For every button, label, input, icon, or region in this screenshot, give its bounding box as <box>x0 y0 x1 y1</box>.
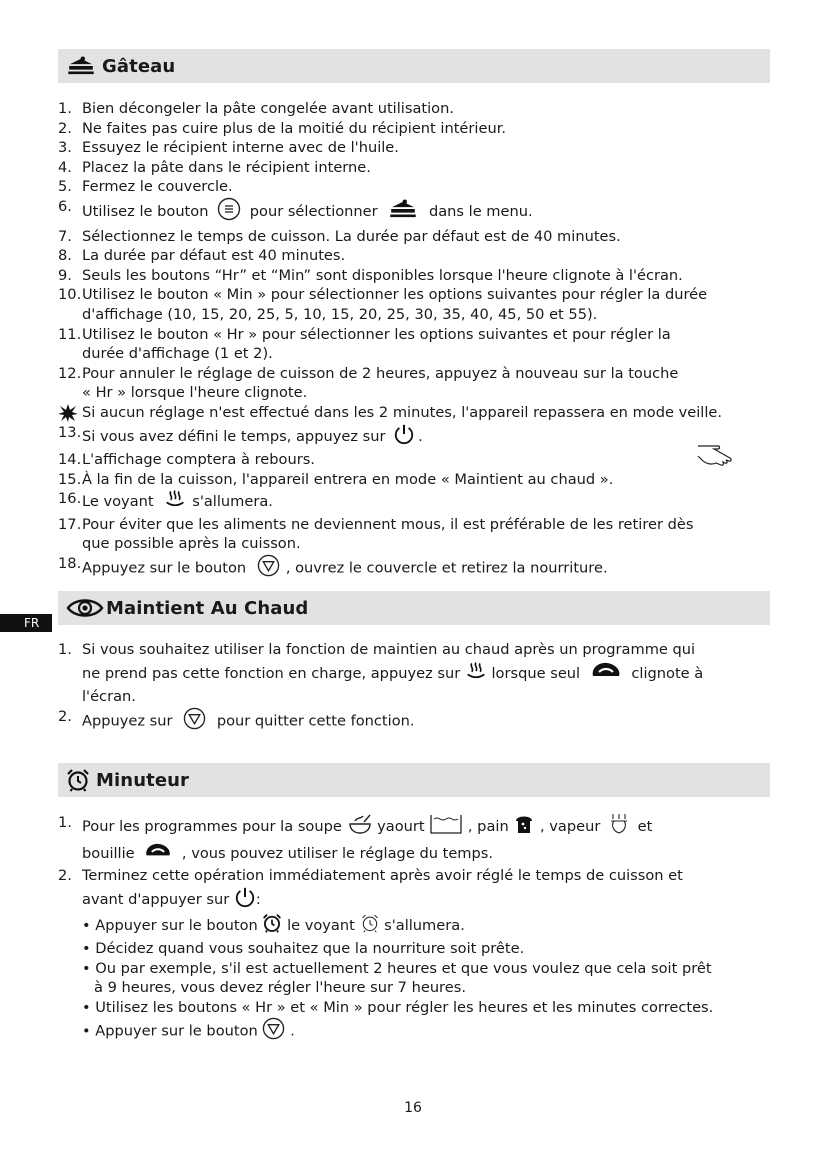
list-item: 15. À la fin de la cuisson, l'appareil entrera en mode « Maintient au chaud ». <box>58 470 614 488</box>
list-item: 1. Bien décongeler la pâte congelée avant utilisation. <box>58 100 454 117</box>
section-title: Maintient Au Chaud <box>106 597 309 619</box>
cancel-icon <box>257 554 280 583</box>
keep-warm-icon <box>164 489 186 515</box>
porridge-icon <box>143 841 173 867</box>
list-item: 2. Terminez cette opération immédiatement après avoir réglé le temps de cuisson et avant d'appuyer sur : • Appuyer sur le bouton le voyant s'allumera. • Décidez quand vous souhaitez que la nourriture soit prête. • Ou par exemple, s'il est actuellement 2 heures et que vous voulez que cela soit prêt à 9 heures, vous devez régler l'heure sur 7 heures. • Utilisez les boutons « Hr » et « Min » pour régler les heures et les minutes correctes. • Appuyer sur le bouton . <box>58 866 778 1046</box>
power-icon <box>234 886 256 914</box>
list-item: 2. Appuyez sur pour quitter cette fonction. <box>58 707 778 736</box>
steam-icon <box>607 813 631 841</box>
alarm-clock-icon <box>66 768 90 792</box>
list-item: 7. Sélectionnez le temps de cuisson. La durée par défaut est de 40 minutes. <box>58 227 621 245</box>
list-item: 14. L'affichage comptera à rebours. <box>58 451 315 469</box>
minuteur-steps <box>58 813 778 1046</box>
porridge-icon <box>589 660 623 688</box>
list-item: 3. Essuyez le récipient interne avec de l'huile. <box>58 139 399 157</box>
list-item: 4. Placez la pâte dans le récipient interne. <box>58 158 371 176</box>
list-item: 9. Seuls les boutons “Hr” et “Min” sont disponibles lorsque l'heure clignote à l'écran. <box>58 266 683 284</box>
list-item: 2. Ne faites pas cuire plus de la moitié du récipient intérieur. <box>58 119 506 137</box>
section-header-minuteur <box>58 763 770 797</box>
section-header-gateau <box>58 49 770 83</box>
timer-light-icon <box>360 913 380 939</box>
section-title: Gâteau <box>102 55 176 77</box>
keep-warm-icon <box>465 661 487 687</box>
page-number: 16 <box>404 1100 422 1116</box>
soup-icon <box>347 813 373 841</box>
list-item: 8. La durée par défaut est 40 minutes. <box>58 247 346 265</box>
alarm-clock-icon <box>262 913 282 939</box>
list-item: 6. Utilisez le bouton pour sélectionner dans le menu. <box>58 197 778 227</box>
eye-icon <box>66 597 104 619</box>
list-item: 16. Le voyant s'allumera. <box>58 489 778 515</box>
gateau-steps <box>58 99 778 583</box>
list-item: 11. Utilisez le bouton « Hr » pour sélectionner les options suivantes et pour régler la durée d'affichage (1 et 2). <box>58 325 671 363</box>
power-icon <box>393 423 415 451</box>
list-item: 1. Si vous souhaitez utiliser la fonction de maintien au chaud après un programme qui ne prend pas cette fonction en charge, appuyez sur lorsque seul clignote à l'écran. <box>58 641 704 706</box>
yogurt-icon <box>429 813 463 841</box>
cancel-icon <box>262 1017 285 1046</box>
maintien-steps <box>58 640 778 735</box>
note-item: Si aucun réglage n'est effectué dans les 2 minutes, l'appareil repassera en mode veille. <box>58 403 778 423</box>
cake-icon <box>66 56 96 76</box>
bread-icon <box>513 813 535 841</box>
list-item: 1. Pour les programmes pour la soupe yaourt , pain , vapeur et bouillie , vous pouvez utiliser le réglage du temps. <box>58 813 778 866</box>
list-item: 5. Fermez le couvercle. <box>58 178 233 196</box>
list-item: 13. Si vous avez défini le temps, appuyez sur . <box>58 423 778 451</box>
hand-pointer-icon <box>696 436 744 476</box>
cake-icon <box>388 199 418 225</box>
section-header-maintien <box>58 591 770 625</box>
list-item: 12. Pour annuler le réglage de cuisson de 2 heures, appuyez à nouveau sur la touche « Hr » lorsque l'heure clignote. <box>58 364 679 402</box>
list-item: 18. Appuyez sur le bouton , ouvrez le couvercle et retirez la nourriture. <box>58 554 778 583</box>
menu-button-icon <box>217 197 241 227</box>
section-title: Minuteur <box>96 769 190 791</box>
list-item: 17. Pour éviter que les aliments ne deviennent mous, il est préférable de les retirer dès que possible après la cuisson. <box>58 515 694 553</box>
language-tab: FR <box>0 614 52 632</box>
cancel-icon <box>183 707 206 736</box>
list-item: 10. Utilisez le bouton « Min » pour sélectionner les options suivantes pour régler la durée d'affichage (10, 15, 20, 25, 5, 10, 15, 20, 25, 30, 35, 40, 45, 50 et 55). <box>58 286 708 323</box>
